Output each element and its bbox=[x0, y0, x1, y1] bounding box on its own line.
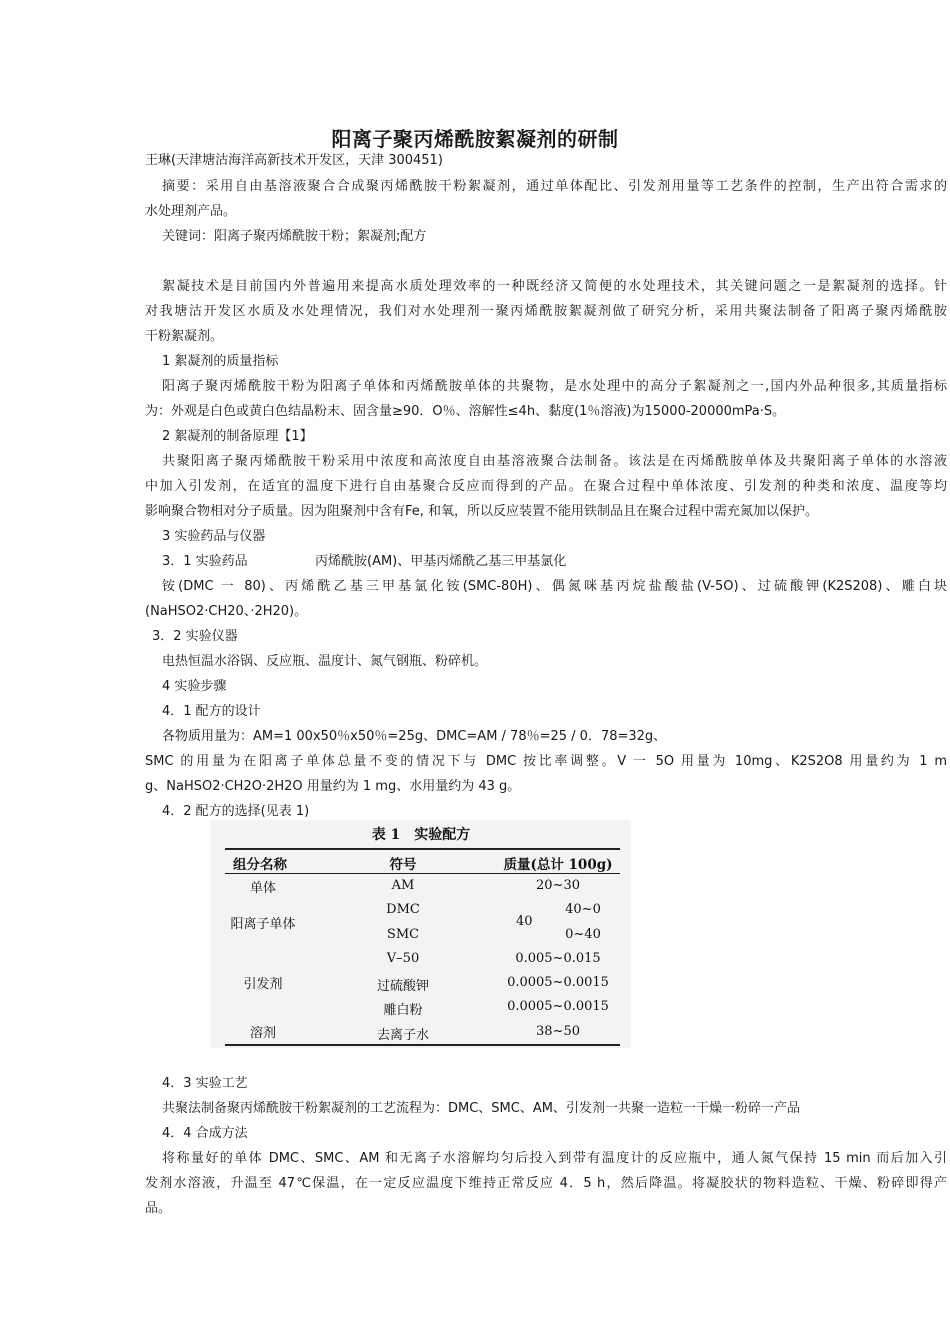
table-symbol-kps: 过硫酸钾 bbox=[376, 979, 430, 994]
intro-line-1: 絮凝技术是目前国内外普遍用来提高水质处理效率的一种既经济又简便的水处理技术，其关键问题之一是絮凝剂的选择。针 bbox=[162, 279, 947, 294]
table-mass-am: 20~30 bbox=[536, 878, 580, 893]
table-top-rule bbox=[225, 848, 620, 850]
section-4-4-heading: 4．4 合成方法 bbox=[162, 1126, 248, 1141]
intro-line-3: 干粉絮凝剂。 bbox=[145, 329, 224, 344]
section-4-4-line-2: 发剂水溶液，升温至 47℃保温，在一定反应温度下维持正常反应 4．5 h，然后降温。将凝胶状的物料造粒、干燥、粉碎即得产 bbox=[145, 1176, 947, 1191]
table-mass-dmc: 40~0 bbox=[565, 902, 601, 917]
table-header-component: 组分名称 bbox=[233, 857, 287, 873]
section-2-heading: 2 絮凝剂的制备原理【1】 bbox=[162, 429, 313, 444]
table-group-cationic: 阳离子单体 bbox=[230, 917, 296, 932]
section-3-1-line-2: (NaHSO2·CH20、·2H20)。 bbox=[145, 604, 308, 619]
section-4-3-text: 共聚法制备聚丙烯酰胺干粉絮凝剂的工艺流程为：DMC、SMC、AM、引发剂一共聚一造粒一干燥一粉碎一产品 bbox=[162, 1101, 800, 1116]
table-symbol-water: 去离子水 bbox=[376, 1028, 430, 1043]
author-line: 王琳(天津塘沽海洋高新技术开发区，天津 300451) bbox=[145, 153, 443, 168]
table-symbol-am: AM bbox=[391, 878, 415, 893]
table-header-mass: 质量(总计 100g) bbox=[503, 857, 613, 873]
section-2-line-3: 影响聚合物相对分子质量。因为阻聚剂中含有Fe, 和氧，所以反应装置不能用铁制品且在聚合过程中需充氮加以保护。 bbox=[145, 504, 819, 519]
table-mass-rongalite: 0.0005~0.0015 bbox=[507, 999, 609, 1014]
section-3-heading: 3 实验药品与仪器 bbox=[162, 529, 266, 544]
table-header-symbol: 符号 bbox=[389, 857, 417, 873]
section-4-heading: 4 实验步骤 bbox=[162, 679, 227, 694]
section-1-line-1: 阳离子聚丙烯酰胺干粉为阳离子单体和丙烯酰胺单体的共聚物，是水处理中的高分子絮凝剂之一,国内外品种很多,其质量指标 bbox=[162, 379, 947, 394]
abstract-line-1: 摘要：采用自由基溶液聚合合成聚丙烯酰胺干粉絮凝剂，通过单体配比、引发剂用量等工艺条件的控制，生产出符合需求的 bbox=[162, 179, 947, 194]
table-group-solvent: 溶剂 bbox=[249, 1026, 277, 1041]
section-3-1-line-1: 铵(DMC 一 80)、丙烯酰乙基三甲基氯化铵(SMC-80H)、偶氮咪基丙烷盐酸盐(V-5O)、过硫酸钾(K2S208)、雕白块 bbox=[162, 579, 947, 594]
intro-line-2: 对我塘沽开发区水质及水处理情况，我们对水处理剂一聚丙烯酰胺絮凝剂做了研究分析，采用共聚法制备了阳离子聚丙烯酰胺 bbox=[145, 304, 947, 319]
section-4-3-heading: 4．3 实验工艺 bbox=[162, 1076, 248, 1091]
table-symbol-rongalite: 雕白粉 bbox=[383, 1003, 423, 1018]
table-mass-v50: 0.005~0.015 bbox=[515, 951, 601, 966]
table-bottom-rule bbox=[225, 1044, 620, 1046]
section-4-1-heading: 4．1 配方的设计 bbox=[162, 704, 261, 719]
keywords-line: 关键词：阳离子聚丙烯酰胺干粉；絮凝剂;配方 bbox=[162, 229, 427, 244]
section-4-1-line-1: 各物质用量为：AM=1 00x50％x50％=25g、DMC=AM / 78％=25 / 0．78=32g、 bbox=[162, 729, 667, 744]
table-mass-kps: 0.0005~0.0015 bbox=[507, 975, 609, 990]
section-3-1-inline: 丙烯酰胺(AM)、甲基丙烯酰乙基三甲基氯化 bbox=[315, 554, 567, 569]
section-4-4-line-3: 品。 bbox=[145, 1201, 172, 1216]
table-symbol-dmc: DMC bbox=[386, 902, 420, 917]
section-3-2-text: 电热恒温水浴锅、反应瓶、温度计、氮气钢瓶、粉碎机。 bbox=[162, 654, 488, 669]
section-2-line-2: 中加入引发剂，在适宜的温度下进行自由基聚合反应而得到的产品。在聚合过程中单体浓度、引发剂的种类和浓度、温度等均 bbox=[145, 479, 947, 494]
section-4-1-line-3: g、NaHSO2·CH2O·2H2O 用量约为 1 mg、水用量约为 43 g。 bbox=[145, 779, 521, 794]
section-2-line-1: 共聚阳离子聚丙烯酰胺干粉采用中浓度和高浓度自由基溶液聚合法制备。该法是在丙烯酰胺单体及共聚阳离子单体的水溶液 bbox=[162, 454, 947, 469]
section-1-heading: 1 絮凝剂的质量指标 bbox=[162, 354, 279, 369]
table-mass-cationic-total: 40 bbox=[516, 914, 533, 929]
abstract-line-2: 水处理剂产品。 bbox=[145, 204, 237, 219]
table-group-initiator: 引发剂 bbox=[243, 977, 283, 992]
recipe-table bbox=[211, 820, 631, 1048]
table-symbol-smc: SMC bbox=[386, 927, 420, 942]
table-mass-water: 38~50 bbox=[536, 1024, 580, 1039]
section-4-2-heading: 4．2 配方的选择(见表 1) bbox=[162, 804, 310, 819]
table-caption: 表 1 实验配方 bbox=[371, 827, 471, 843]
section-4-4-line-1: 将称量好的单体 DMC、SMC、AM 和无离子水溶解均匀后投入到带有温度计的反应瓶中，通人氮气保持 15 min 而后加入引 bbox=[162, 1151, 947, 1166]
table-symbol-v50: V–50 bbox=[386, 951, 420, 966]
section-4-1-line-2: SMC 的用量为在阳离子单体总量不变的情况下与 DMC 按比率调整。V 一 5O 用量为 10mg、K2S2O8 用量约为 1 m bbox=[145, 754, 947, 769]
section-1-line-2: 为：外观是白色或黄白色结晶粉末、固含量≥90．O％、溶解性≤4h、黏度(1％溶液)为15000-20000mPa·S。 bbox=[145, 404, 786, 419]
section-3-1-heading: 3．1 实验药品 bbox=[162, 554, 248, 569]
table-header-rule bbox=[225, 873, 620, 874]
table-mass-smc: 0~40 bbox=[565, 927, 601, 942]
table-group-monomer: 单体 bbox=[249, 881, 277, 896]
document-title: 阳离子聚丙烯酰胺絮凝剂的研制 bbox=[331, 127, 619, 151]
section-3-2-heading: 3．2 实验仪器 bbox=[152, 629, 238, 644]
